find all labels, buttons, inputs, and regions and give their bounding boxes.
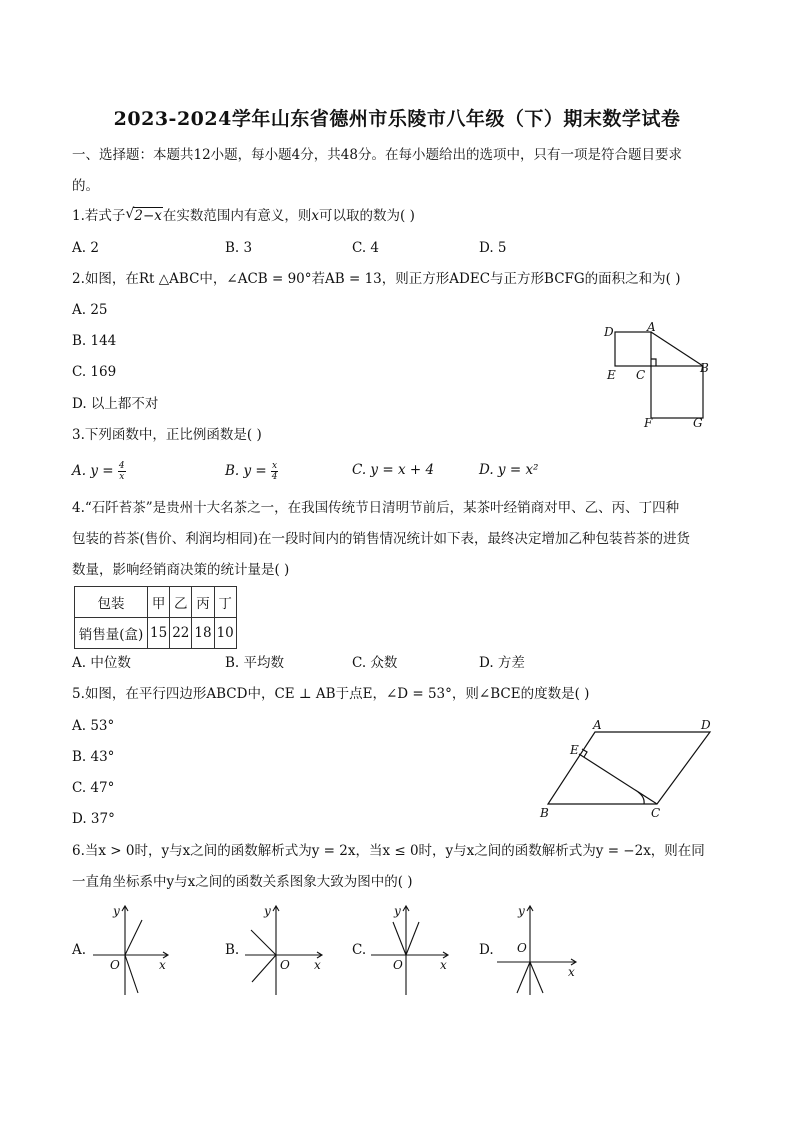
label-b: B [700, 361, 709, 375]
page-title: 2023-2024学年山东省德州市乐陵市八年级（下）期末数学试卷 [113, 108, 681, 130]
axis-label-x: x [159, 958, 166, 972]
q1-middle: 在实数范围内有意义，则 [162, 208, 312, 224]
graph-line [125, 920, 142, 955]
table-header-row [75, 587, 237, 618]
table-cell: 15 [148, 618, 170, 649]
label-c: C [651, 806, 661, 820]
table-cell: 销售量(盒) [75, 618, 148, 649]
label-d: D [701, 718, 711, 732]
square-adec [615, 332, 651, 366]
axis-label-y: y [518, 904, 525, 918]
q4-option-a[interactable]: A. 中位数 [72, 655, 131, 671]
q3-b-prefix: B. y = [225, 463, 267, 479]
label-e: E [570, 743, 579, 757]
axis-label-y: y [394, 904, 401, 918]
graph-line [125, 955, 138, 993]
q2-option-d[interactable]: D. 以上都不对 [72, 396, 159, 412]
q6-option-a[interactable]: A. [72, 942, 87, 958]
graph-line [393, 922, 406, 955]
q1-option-d[interactable]: D. 5 [479, 240, 507, 256]
section-instruction: 一、选择题：本题共12小题，每小题4分，共48分。在每小题给出的选项中，只有一项是符合题目要求 [72, 147, 682, 163]
label-b: B [540, 806, 549, 820]
graph-line [251, 930, 276, 955]
table-row [75, 618, 237, 649]
q3-a-num: 4 [118, 461, 125, 471]
sqrt-expression: √ 2−x [125, 206, 162, 224]
q1-option-b[interactable]: B. 3 [225, 240, 253, 256]
hypotenuse-ab [651, 332, 703, 366]
label-g: G [693, 416, 703, 430]
table-header-cell: 丙 [192, 587, 214, 618]
q5-figure [534, 714, 724, 824]
origin-label: O [517, 941, 527, 955]
q4-option-c[interactable]: C. 众数 [352, 655, 398, 671]
label-a: A [647, 320, 656, 334]
q2-figure [596, 318, 716, 436]
q6-option-d[interactable]: D. [479, 942, 494, 958]
axis-label-y: y [264, 904, 271, 918]
label-a: A [593, 718, 602, 732]
q1-var: x [311, 208, 320, 224]
question-4-cont2: 数量，影响经销商决策的统计量是( ) [72, 562, 290, 578]
axis-label-y: y [113, 904, 120, 918]
q5-option-c[interactable]: C. 47° [72, 780, 115, 796]
q2-option-b[interactable]: B. 144 [72, 333, 117, 349]
q6-graph-a[interactable] [88, 900, 178, 1000]
table-header-cell: 包装 [75, 587, 148, 618]
question-3: 3.下列函数中，正比例函数是( ) [72, 427, 262, 443]
fraction [118, 461, 126, 482]
q2-option-a[interactable]: A. 25 [72, 302, 108, 318]
q1-option-c[interactable]: C. 4 [352, 240, 380, 256]
graph-line [517, 962, 530, 993]
q5-option-d[interactable]: D. 37° [72, 811, 115, 827]
graph-line [406, 922, 419, 955]
table-cell: 10 [214, 618, 236, 649]
q3-option-a[interactable] [72, 461, 126, 482]
square-bcfg [651, 366, 703, 418]
table-header-cell: 甲 [148, 587, 170, 618]
label-e: E [607, 368, 616, 382]
origin-label: O [280, 958, 290, 972]
sales-table [74, 586, 237, 649]
q5-option-a[interactable]: A. 53° [72, 718, 115, 734]
graph-line [530, 962, 543, 993]
q3-option-d[interactable]: D. y = x² [479, 462, 539, 478]
q4-option-d[interactable]: D. 方差 [479, 655, 525, 671]
table-cell: 22 [170, 618, 192, 649]
q6-graph-d[interactable] [492, 900, 587, 1000]
q1-option-a[interactable]: A. 2 [72, 240, 99, 256]
graph-line [252, 955, 276, 982]
origin-label: O [393, 958, 403, 972]
q3-a-den: x [119, 472, 125, 482]
axis-label-x: x [314, 958, 321, 972]
table-cell: 18 [192, 618, 214, 649]
question-5: 5.如图，在平行四边形ABCD中，CE ⊥ AB于点E，∠D = 53°，则∠BCE的度数是( ) [72, 686, 590, 702]
right-angle-mark [651, 359, 656, 366]
q3-a-prefix: A. y = [72, 463, 114, 479]
origin-label: O [110, 958, 120, 972]
axis-label-x: x [440, 958, 447, 972]
q6-option-b[interactable]: B. [225, 942, 240, 958]
question-2: 2.如图，在Rt △ABC中，∠ACB = 90°若AB = 13，则正方形ADEC与正方形BCFG的面积之和为( ) [72, 271, 681, 287]
q6-graph-b[interactable] [240, 900, 330, 1000]
q2-option-c[interactable]: C. 169 [72, 364, 117, 380]
q1-suffix: 可以取的数为( ) [319, 208, 415, 224]
q3-b-num: x [272, 461, 278, 471]
q3-option-b[interactable] [225, 461, 278, 482]
q6-option-c[interactable]: C. [352, 942, 367, 958]
label-f: F [644, 416, 653, 430]
question-1 [72, 207, 415, 225]
question-4-cont1: 包装的苔茶(售价、利润均相同)在一段时间内的销售情况统计如下表，最终决定增加乙种包装苔茶的进货 [72, 531, 691, 547]
segment-ce [579, 754, 657, 804]
section-instruction-cont: 的。 [72, 178, 99, 194]
label-d: D [604, 325, 614, 339]
q6-graph-c[interactable] [366, 900, 456, 1000]
q4-option-b[interactable]: B. 平均数 [225, 655, 285, 671]
label-c: C [636, 368, 646, 382]
axis-label-x: x [568, 965, 575, 979]
q3-option-c[interactable]: C. y = x + 4 [352, 462, 435, 478]
question-4: 4.“石阡苔茶”是贵州十大名茶之一，在我国传统节日清明节前后，某茶叶经销商对甲、乙、丙、丁四种 [72, 500, 680, 516]
question-6: 6.当x > 0时，y与x之间的函数解析式为y = 2x，当x ≤ 0时，y与x之间的函数解析式为y = −2x，则在同 [72, 843, 705, 859]
q1-radicand: 2−x [134, 208, 162, 224]
fraction [271, 461, 278, 482]
question-6-cont: 一直角坐标系中y与x之间的函数关系图象大致为图中的( ) [72, 874, 413, 890]
q5-option-b[interactable]: B. 43° [72, 749, 115, 765]
table-header-cell: 丁 [214, 587, 236, 618]
q3-b-den: 4 [271, 472, 278, 482]
table-header-cell: 乙 [170, 587, 192, 618]
q1-prefix: 1.若式子 [72, 208, 126, 224]
